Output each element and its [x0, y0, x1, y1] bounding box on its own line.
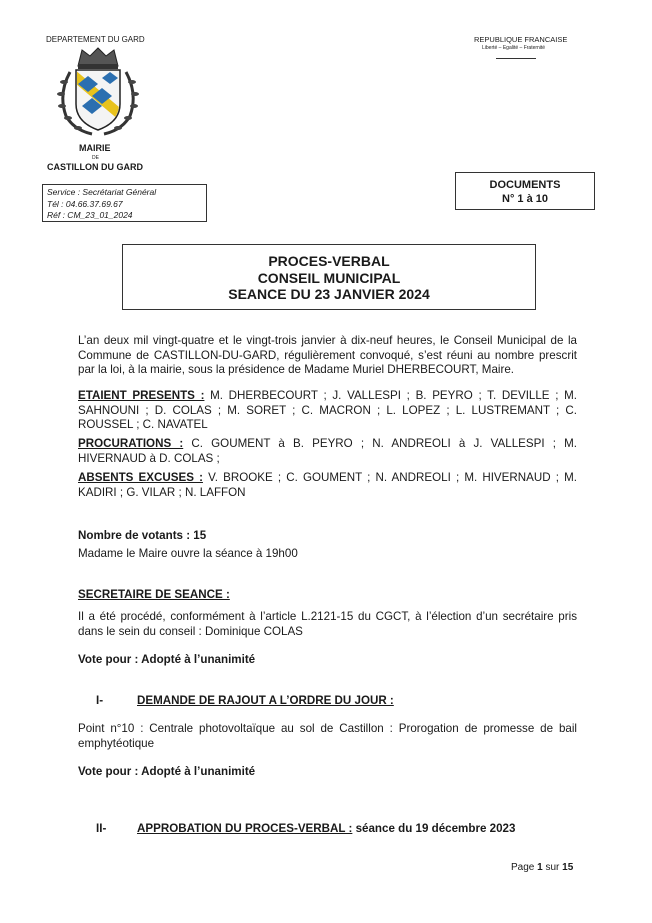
motto-label: Liberté – Egalité – Fraternité — [482, 45, 546, 51]
department-label: DEPARTEMENT DU GARD — [46, 35, 145, 44]
votants-count: Nombre de votants : 15 — [78, 529, 207, 542]
title-line-1: PROCES-VERBAL — [268, 253, 390, 269]
section-2-number: II- — [96, 822, 107, 835]
header-divider — [496, 58, 536, 59]
service-line: Service : Secrétariat Général — [47, 187, 157, 197]
section-1-heading: DEMANDE DE RAJOUT A L’ORDRE DU JOUR : — [137, 694, 394, 707]
section-2-heading-date: séance du 19 décembre 2023 — [352, 822, 516, 835]
republic-label: REPUBLIQUE FRANCAISE — [474, 35, 568, 44]
page-number — [511, 862, 573, 873]
service-box — [42, 184, 207, 222]
section-1-text: Point n°10 : Centrale photovoltaïque au sol de Castillon : Prorogation de promesse de bail emphytéotique — [78, 722, 577, 750]
page-prefix: Page — [511, 862, 538, 873]
page-separator: sur — [542, 862, 563, 873]
procurations-list: C. GOUMENT à B. PEYRO ; N. ANDREOLI à J. VALLESPI ; M. HIVERNAUD à D. COLAS ; — [78, 437, 578, 465]
secretary-heading: SECRETAIRE DE SEANCE : — [78, 588, 230, 601]
documents-box — [455, 172, 595, 210]
procurations-paragraph — [78, 437, 577, 466]
procurations-label: PROCURATIONS : — [78, 437, 184, 450]
reference-line: Réf : CM_23_01_2024 — [47, 210, 133, 220]
commune-label: CASTILLON DU GARD — [47, 162, 143, 172]
section-1-number: I- — [96, 694, 104, 707]
section-1-vote: Vote pour : Adopté à l’unanimité — [78, 765, 256, 778]
de-label: DE — [92, 155, 99, 161]
absents-label: ABSENTS EXCUSES : — [78, 471, 203, 484]
section-2-heading-line — [137, 822, 515, 837]
opening-statement: Madame le Maire ouvre la séance à 19h00 — [78, 547, 298, 560]
presents-paragraph — [78, 389, 577, 433]
section-2-heading: APPROBATION DU PROCES-VERBAL : — [137, 822, 353, 835]
phone-line: Tél : 04.66.37.69.67 — [47, 198, 123, 209]
documents-title: DOCUMENTS — [489, 179, 561, 191]
presents-list: M. DHERBECOURT ; J. VALLESPI ; B. PEYRO ; T. DEVILLE ; M. SAHNOUNI ; D. COLAS ; M. SORET ; C. MACRON ; L. LOPEZ ; L. LUSTREMANT ; C. ROUSSEL ; C. NAVATEL — [78, 389, 577, 432]
secretary-text: Il a été procédé, conformément à l’article L.2121-15 du CGCT, à l’élection d’un secrétaire pris dans le sein du conseil : Dominique COLAS — [78, 610, 577, 638]
page-total: 15 — [562, 862, 574, 873]
intro-paragraph: L’an deux mil vingt-quatre et le vingt-trois janvier à dix-neuf heures, le Conseil Municipal de la Commune de CASTILLON-DU-GARD, régulièrement convoqué, s’est réuni au nombre prescrit par la loi, à la mairie, sous la présidence de Madame Muriel DHERBECOURT, Maire. — [78, 334, 577, 377]
documents-range: N° 1 à 10 — [502, 193, 548, 205]
coat-of-arms-logo — [52, 44, 144, 140]
page-current: 1 — [537, 862, 543, 873]
title-line-3: SEANCE DU 23 JANVIER 2024 — [228, 286, 430, 302]
absents-list: V. BROOKE ; C. GOUMENT ; N. ANDREOLI ; M. HIVERNAUD ; M. KADIRI ; G. VILAR ; N. LAFFON — [78, 471, 577, 499]
absents-paragraph — [78, 471, 577, 500]
presents-label: ETAIENT PRESENTS : — [78, 389, 205, 402]
title-box — [122, 244, 536, 310]
mairie-label: MAIRIE — [79, 143, 111, 153]
title-line-2: CONSEIL MUNICIPAL — [257, 269, 401, 286]
secretary-vote: Vote pour : Adopté à l’unanimité — [78, 653, 256, 666]
